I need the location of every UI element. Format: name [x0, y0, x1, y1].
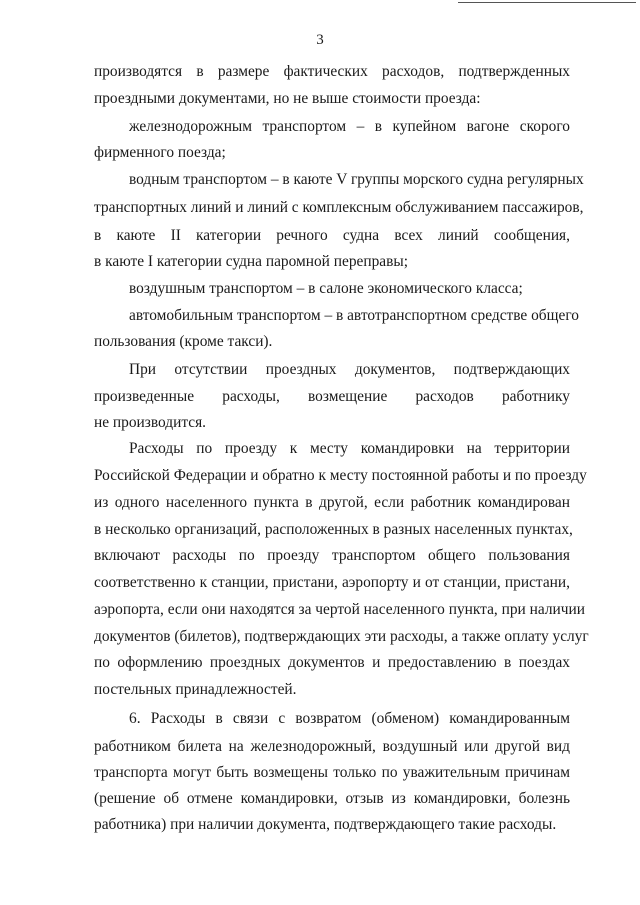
text-line: 6. Расходы в связи с возвратом (обменом) командированным [129, 710, 570, 727]
text-line: фирменного поезда; [94, 144, 226, 161]
text-line: транспорта могут быть возмещены только по уважительным причинам [94, 764, 570, 781]
text-line: в каюте II категории речного судна всех линий сообщения, [94, 227, 570, 244]
text-line: соответственно к станции, пристани, аэропорту и от станции, пристани, [94, 574, 570, 591]
text-line: воздушным транспортом – в салоне экономического класса; [129, 280, 523, 297]
text-line: автомобильным транспортом – в автотранспортном средстве общего [129, 307, 579, 324]
text-line: в несколько организаций, расположенных в разных населенных пунктах, [94, 521, 573, 538]
text-line: (решение об отмене командировки, отзыв из командировки, болезнь [94, 790, 570, 807]
text-line: в каюте I категории судна паромной переправы; [94, 253, 408, 270]
text-line: транспортных линий и линий с комплексным обслуживанием пассажиров, [94, 199, 584, 216]
text-line: документов (билетов), подтверждающих эти расходы, а также оплату услуг [94, 628, 589, 645]
text-line: пользования (кроме такси). [94, 333, 273, 350]
text-line: аэропорта, если они находятся за чертой населенного пункта, при наличии [94, 601, 585, 618]
text-line: включают расходы по проезду транспортом общего пользования [94, 547, 570, 564]
text-line: постельных принадлежностей. [94, 681, 297, 698]
text-line: по оформлению проездных документов и предоставлению в поездах [94, 654, 570, 671]
text-line: Расходы по проезду к месту командировки на территории [129, 440, 570, 457]
page-number: 3 [316, 32, 324, 48]
text-line: не производится. [94, 414, 207, 431]
text-line: водным транспортом – в каюте V группы морского судна регулярных [129, 171, 584, 188]
text-line: Российской Федерации и обратно к месту постоянной работы и по проезду [94, 467, 587, 484]
text-line: производятся в размере фактических расходов, подтвержденных [94, 63, 570, 80]
header-rule [458, 2, 636, 3]
text-line: проездными документами, но не выше стоимости проезда: [94, 90, 481, 107]
text-line: железнодорожным транспортом – в купейном вагоне скорого [129, 118, 570, 135]
text-line: При отсутствии проездных документов, подтверждающих [129, 361, 570, 378]
text-line: из одного населенного пункта в другой, если работник командирован [94, 494, 570, 511]
text-line: работника) при наличии документа, подтверждающего такие расходы. [94, 816, 557, 833]
text-line: произведенные расходы, возмещение расходов работнику [94, 388, 570, 405]
text-line: работником билета на железнодорожный, воздушный или другой вид [94, 738, 570, 755]
